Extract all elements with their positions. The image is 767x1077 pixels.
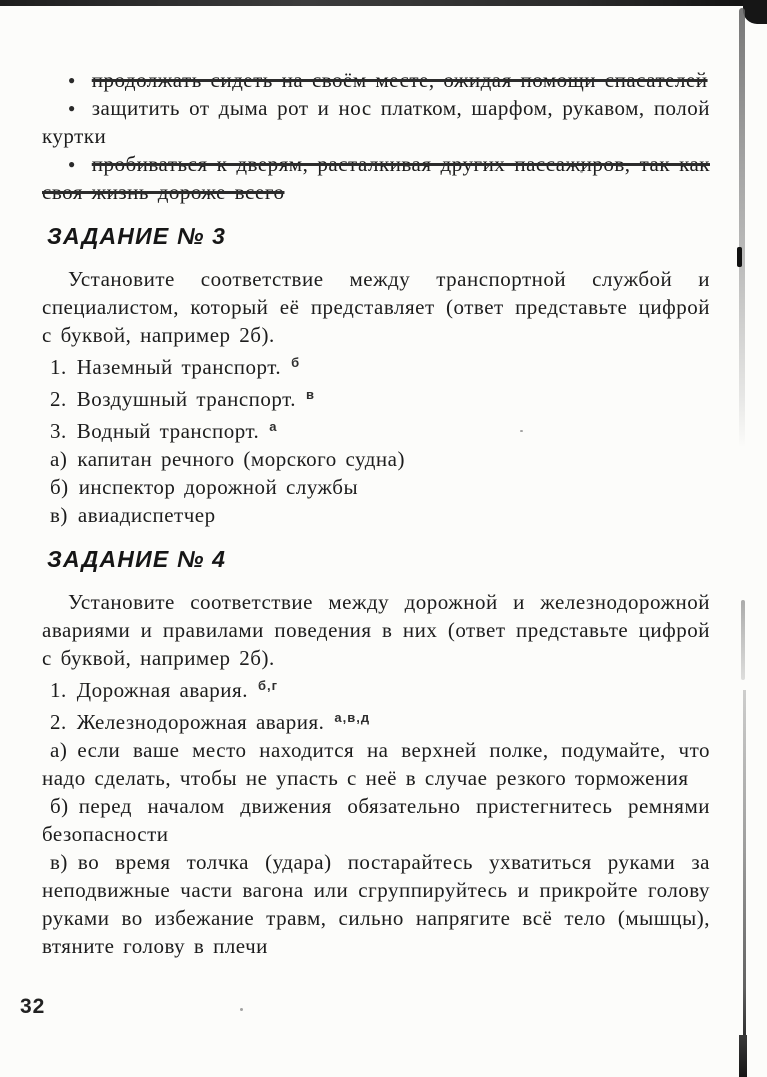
item-label: б): [50, 794, 69, 818]
bullet-text: защитить от дыма рот и нос платком, шарфом, рукавом, полой куртки: [42, 96, 710, 148]
item-label: в): [50, 850, 68, 874]
item-text: Дорожная авария.: [76, 678, 248, 702]
scan-corner-top-right: [743, 0, 767, 24]
handwritten-answer: в: [306, 387, 315, 402]
task4-item-a: [42, 736, 710, 792]
item-label: 3.: [50, 419, 67, 443]
bullet-icon: ●: [68, 101, 76, 115]
task4-heading: ЗАДАНИЕ № 4: [47, 546, 227, 572]
scan-edge-top: [0, 0, 767, 6]
item-text: Наземный транспорт.: [76, 355, 282, 379]
task3-item-3: [42, 413, 710, 445]
item-label: 1.: [50, 355, 67, 379]
bullet-item: [42, 150, 710, 206]
task3-intro: Установите соответствие между транспортной службой и специалистом, который её представляет (ответ представьте цифрой с буквой, например 2б).: [42, 267, 710, 347]
page-number: 32: [20, 995, 46, 1018]
item-label: б): [50, 475, 69, 499]
item-label: а): [50, 447, 68, 471]
handwritten-answer: а: [269, 419, 278, 434]
scan-noise-right-mid: [741, 600, 745, 680]
item-text: перед началом движения обязательно пристегнитесь ремнями безопасности: [42, 794, 710, 846]
handwritten-answer: б,г: [257, 678, 279, 693]
bullet-text: пробиваться к дверям, расталкивая других пассажиров, так как своя жизнь дороже всего: [42, 152, 710, 204]
item-text: Водный транспорт.: [76, 419, 260, 443]
item-text: во время толчка (удара) постарайтесь ухватиться руками за неподвижные части вагона или сгруппируйтесь и прикройте голову руками во избежание травм, сильно напрягите всё тело (мышцы), втяните голову в плечи: [42, 850, 710, 958]
task3-item-b: [42, 473, 710, 501]
handwritten-answer: б: [291, 355, 301, 370]
item-text: инспектор дорожной службы: [78, 475, 359, 499]
handwritten-answer: а,в,д: [334, 710, 371, 725]
task4-item-v: [42, 848, 710, 960]
item-text: капитан речного (морского судна): [77, 447, 405, 471]
scan-noise-right-upper: [739, 8, 745, 448]
task3-item-a: [42, 445, 710, 473]
item-text: если ваше место находится на верхней полке, подумайте, что надо сделать, чтобы не упасть с неё в случае резкого торможения: [42, 738, 710, 790]
bullet-icon: ●: [68, 157, 76, 171]
task3-item-1: [42, 349, 710, 381]
item-text: Воздушный транспорт.: [76, 387, 296, 411]
scan-edge-bottom-right: [739, 1035, 747, 1077]
page-content: [42, 66, 710, 960]
bullet-item: [42, 94, 710, 150]
scan-noise-right-lower: [743, 690, 746, 1040]
bullet-item: [42, 66, 710, 94]
task4-item-2: [42, 704, 710, 736]
scan-speck: [240, 1008, 243, 1011]
task3-item-v: [42, 501, 710, 529]
item-text: авиадиспетчер: [77, 503, 216, 527]
item-label: в): [50, 503, 68, 527]
bullet-text: продолжать сидеть на своём месте, ожидая помощи спасателей: [91, 68, 708, 92]
item-label: 2.: [50, 387, 67, 411]
task4-item-1: [42, 672, 710, 704]
bullet-icon: ●: [68, 73, 76, 87]
scan-mark-right: [737, 247, 742, 267]
item-text: Железнодорожная авария.: [76, 710, 325, 734]
item-label: 1.: [50, 678, 67, 702]
item-label: а): [50, 738, 68, 762]
task4-item-b: [42, 792, 710, 848]
item-label: 2.: [50, 710, 67, 734]
task3-item-2: [42, 381, 710, 413]
task3-heading: ЗАДАНИЕ № 3: [47, 223, 227, 249]
task4-intro: Установите соответствие между дорожной и железнодорожной авариями и правилами поведения в них (ответ представьте цифрой с буквой, например 2б).: [42, 590, 710, 670]
